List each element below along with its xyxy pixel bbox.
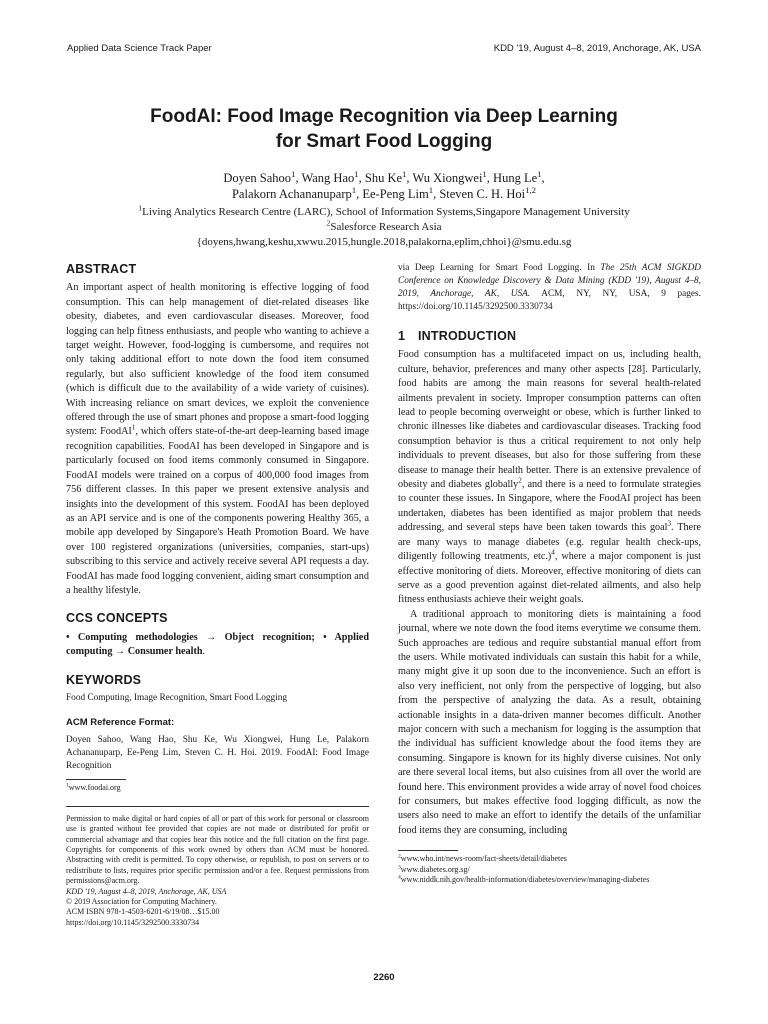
footnote-2: $^2$www.who.int/news-room/fact-sheets/detail/diabetes [398, 853, 567, 864]
acm-reference-heading: ACM Reference Format: [66, 716, 175, 728]
right-column [398, 262, 701, 885]
section-number: 1 [398, 329, 406, 343]
author-separator: , [541, 171, 545, 185]
permission-venue: KDD '19, August 4–8, 2019, Anchorage, AK, USA [66, 886, 227, 896]
author-name: , Steven C. H. Hoi [433, 187, 526, 201]
footnote-link[interactable]: www.diabetes.org.sg/ [400, 864, 470, 874]
footnote-4: $^4$www.niddk.nih.gov/health-information/diabetes/overview/managing-diabetes [398, 874, 650, 885]
abstract-heading: ABSTRACT [66, 262, 137, 276]
ccs-heading: CCS CONCEPTS [66, 611, 168, 626]
affiliations [67, 205, 701, 250]
author-list [67, 170, 701, 202]
author-name: Doyen Sahoo [223, 171, 292, 185]
author-line-1 [67, 170, 701, 186]
author-name: , Shu Ke [358, 171, 403, 185]
footnote-marker: 4 [551, 548, 555, 557]
keywords-heading: KEYWORDS [66, 672, 142, 687]
author-line-2 [67, 186, 701, 202]
permission-text: Permission to make digital or hard copies of all or part of this work for personal or classroom use is granted without fee provided that copies are not made or distributed for profit or commercial advantage and that copies bear this notice and the full citation on the first page. Copyrights for components of this work owned by others than ACM must be honored. Abstracting with credit is permitted. To copy otherwise, or republish, to post on servers or to redistribute to lists, requires prior specific permission and/or a fee. Request permissions from permissions@acm.org. [66, 813, 369, 886]
author-name: , Ee-Peng Lim [356, 187, 429, 201]
abstract-body: An important aspect of health monitoring is effective logging of food consumption. This can help management of diet-related diseases like obesity, diabetes, and even cardiovascular diseases. Moreover, food logging can help fitness enthusiasts, and people who wanting to achieve a target weight. However, food-logging is cumbersome, and requires not only taking additional effort to note down the food item consumed regularly, but also sufficient knowledge of the food item consumed (which is difficult due to the availability of a wide variety of cuisines). With increasing reliance on smart devices, we exploit the convenience offered through the use of smart phones and propose a smart-food logging system: FoodAI$^1$, which offers state-of-the-art deep-learning based image recognition capabilities. FoodAI has been developed in Singapore and is particularly focused on food items commonly consumed in Singapore. FoodAI models were trained on a corpus of 400,000 food images from 756 different classes. In this paper we present extensive analysis and insights into the development of this system. FoodAI has been deployed as an API service and is one of the components powering Healthy 365, a mobile app developed by Singapore's Heath Promotion Board. We have over 100 registered organizations (universities, companies, start-ups) subscribing to this service and actively receive several API requests a day. FoodAI has made food logging convenient, aiding smart consumption and a healthy lifestyle. [66, 282, 369, 596]
permission-block [66, 806, 369, 928]
title-line-1: FoodAI: Food Image Recognition via Deep Learning [150, 106, 618, 127]
footnote-marker: 1 [131, 424, 136, 433]
running-header-left: Applied Data Science Track Paper [67, 43, 212, 54]
affil-marker: 1,2 [525, 184, 537, 195]
author-emails: {doyens,hwang,keshu,xwwu.2015,hungle.2018,palakorna,eplim,chhoi}@smu.edu.sg [196, 236, 572, 248]
intro-paragraph-1: Food consumption has a multifaceted impact on us, including health, culture, behavior, preferences and many other aspects [28]. Particularly, food habits are among the main reasons for several health-related ailments prevalent in society. Improper consumption patterns can often lead to people becoming overweight or obese, which is further linked to chronic illnesses like diabetes and cardiovascular diseases. Tracking food consumption behavior is thus a critical requirement to not only help individuals to prevent diseases, but also for those suffering from these disease to manage their health better. There is an extensive prevalence of obesity and diabetes globally$^2$, and there is a need to formulate strategies to counter these issues. In Singapore, where the FoodAI project has been undertaken, diabetes has been identified as major problem that needs addressing, and several steps have been taken towards this goal$^3$. There are many ways to manage diabetes (e.g. regular health check-ups, diligently following treatments, etc.)$^4$, where a major component is just effective monitoring of diets. Moreover, effective monitoring of diets can serve as a good prevention against diet-related ailments, and also help fitness enthusiasts achieve their weight goals. [398, 349, 701, 606]
footnote-marker: 3 [667, 519, 672, 528]
ccs-concepts: • Computing methodologies → Object recognition; • Applied computing → Consumer health. [66, 631, 369, 658]
affil-marker: 1 [428, 184, 434, 195]
paper-title [67, 104, 701, 154]
running-header-right: KDD '19, August 4–8, 2019, Anchorage, AK, USA [493, 43, 701, 54]
intro-paragraph-2: A traditional approach to monitoring diets is maintaining a food journal, where we note down the food items everytime we consume them. Such approaches are tedious and require substantial manual effort from the users. While motivated individuals can sustain this habit for a while, many might give it up soon due to the inconvenience. Such an effort is also very inefficient, not only from the perspective of logging, but also from the perspective of analyzing the data. As a result, obtaining actionable insights in a data-driven manner becomes difficult. Another major concern with such a mechanism for logging is the assumption that the individual has sufficient knowledge about the food items they are consuming. Singapore is known for its highly diverse cuisines. Not only are there several local items, but also cuisines from all over the world are found here. This environment provides a wide array of novel food choices for consumers, but makes effective food logging difficult, as now the users also need to make an effort to identify the details of the unfamiliar food items they are consuming, including [398, 608, 701, 836]
author-name: , Wang Hao [295, 171, 355, 185]
author-name: , Hung Le [486, 171, 538, 185]
introduction-heading: 1 INTRODUCTION [398, 329, 517, 343]
footnote-rule [66, 779, 126, 780]
footnote-link[interactable]: www.foodai.org [68, 783, 121, 793]
footnote-rule [398, 850, 458, 851]
keywords-text: Food Computing, Image Recognition, Smart Food Logging [66, 692, 288, 703]
affil-marker: 1 [402, 168, 407, 179]
acm-reference-continued: via Deep Learning for Smart Food Logging. In The 25th ACM SIGKDD Conference on Knowledge Discovery & Data Mining (KDD '19), August 4–8, 2019, Anchorage, AK, USA. ACM, NY, NY, USA, 9 pages. https://doi.org/10.1145/3292500.3330734 [398, 263, 701, 312]
affil-marker: 1 [291, 168, 296, 179]
affil-marker: 2 [326, 218, 331, 228]
footnote-marker: 2 [518, 476, 522, 485]
affiliation-2: $^2$Salesforce Research Asia [326, 218, 442, 233]
affil-marker: 1 [138, 203, 143, 213]
affiliation-1: $^1$Living Analytics Research Centre (LARC), School of Information Systems,Singapore Management University [138, 203, 630, 218]
footnote-3: $^3$www.diabetes.org.sg/ [398, 863, 470, 874]
footnote-link[interactable]: www.who.int/news-room/fact-sheets/detail/diabetes [400, 854, 567, 864]
permission-copyright: © 2019 Association for Computing Machinery. [66, 897, 217, 907]
affil-marker: 1 [354, 168, 359, 179]
affil-marker: 1 [482, 168, 487, 179]
title-line-2: for Smart Food Logging [275, 131, 493, 152]
author-name: Palakorn Achananuparp [231, 187, 352, 201]
acm-reference-text: Doyen Sahoo, Wang Hao, Shu Ke, Wu Xiongwei, Hung Le, Palakorn Achananuparp, Ee-Peng Lim, Steven C. H. Hoi. 2019. FoodAI: Food Image Recognition [66, 735, 369, 772]
page-number: 2260 [373, 972, 395, 983]
footnote-1: $^1$www.foodai.org [66, 782, 121, 793]
affil-marker: 1 [351, 184, 357, 195]
permission-isbn: ACM ISBN 978-1-4503-6201-6/19/08…$15.00 [66, 907, 220, 917]
acm-reference [66, 716, 369, 773]
permission-doi[interactable]: https://doi.org/10.1145/3292500.3330734 [66, 917, 200, 927]
affil-marker: 1 [537, 168, 542, 179]
author-name: , Wu Xiongwei [406, 171, 483, 185]
left-column [66, 262, 369, 928]
footnote-link[interactable]: www.niddk.nih.gov/health-information/diabetes/overview/managing-diabetes [400, 875, 650, 885]
